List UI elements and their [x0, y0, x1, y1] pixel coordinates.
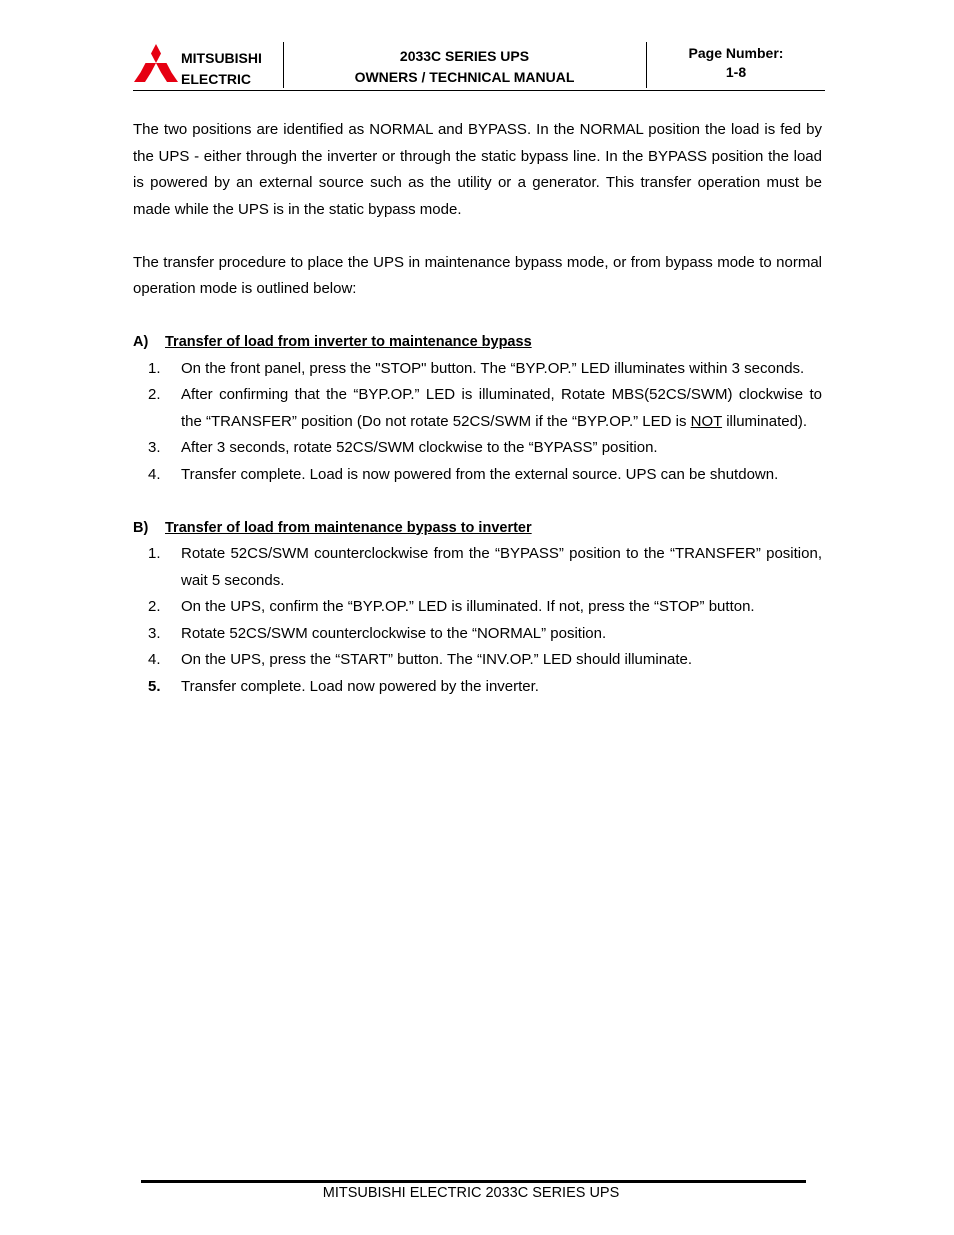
step-text: On the front panel, press the "STOP" button. The “BYP.OP.” LED illuminates within 3 seconds. [181, 359, 805, 377]
footer-text: MITSUBISHI ELECTRIC 2033C SERIES UPS [322, 1185, 620, 1201]
intro-paragraph-1: The two positions are identified as NORMAL and BYPASS. In the NORMAL position the load is fed by the UPS - either through the inverter or through the static bypass line. In the BYPASS position the load is powered by an external source such as the utility or a generator. This transfer operation must be made while the UPS is in the static bypass mode. [133, 121, 822, 218]
step-number: 3. [148, 624, 161, 642]
page-number-label: Page Number: [688, 45, 784, 61]
title-line-1: 2033C SERIES UPS [399, 48, 530, 64]
step-text: Rotate 52CS/SWM counterclockwise to the “NORMAL” position. [181, 624, 607, 642]
page-number: 1-8 [725, 64, 747, 80]
step-text: Transfer complete. Load is now powered from the external source. UPS can be shutdown. [181, 465, 779, 483]
brand-line-2: ELECTRIC [181, 71, 251, 87]
section-b-letter: B) [133, 519, 149, 536]
step-number: 5. [148, 677, 161, 695]
section-a-letter: A) [133, 334, 149, 350]
step-text: Transfer complete. Load now powered by the inverter. [181, 677, 539, 695]
step-text-end: illuminated). [722, 412, 808, 430]
brand-name [181, 48, 262, 90]
intro-paragraph-2: The transfer procedure to place the UPS in maintenance bypass mode, or from bypass mode to normal operation mode is outlined below: [133, 253, 822, 297]
logo-block [133, 42, 284, 88]
list-item [133, 382, 822, 435]
list-item [133, 435, 822, 462]
section-a-steps [133, 356, 822, 489]
page-header [133, 42, 825, 91]
section-b-title: Transfer of load from maintenance bypass to inverter [165, 519, 532, 536]
step-text: After 3 seconds, rotate 52CS/SWM clockwise to the “BYPASS” position. [181, 439, 658, 456]
list-item [133, 674, 822, 701]
step-number: 1. [148, 545, 161, 562]
step-number: 2. [148, 598, 161, 615]
list-item [133, 462, 822, 489]
list-item [133, 356, 822, 383]
mitsubishi-logo-icon [134, 44, 178, 82]
footer-divider [141, 1180, 806, 1183]
page-body [133, 117, 822, 700]
step-text: Rotate 52CS/SWM counterclockwise from the “BYPASS” position to the “TRANSFER” position, wait 5 seconds. [181, 545, 822, 589]
step-number: 1. [148, 359, 161, 377]
section-a-title: Transfer of load from inverter to maintenance bypass [165, 334, 532, 350]
list-item [133, 647, 822, 674]
title-line-2: OWNERS / TECHNICAL MANUAL [354, 69, 575, 85]
step-emphasis: NOT [690, 412, 723, 430]
document-title [283, 42, 647, 88]
list-item [133, 621, 822, 648]
brand-line-1: MITSUBISHI [181, 50, 262, 66]
section-b-heading [133, 515, 822, 542]
step-number: 2. [148, 386, 161, 403]
step-number: 4. [148, 651, 161, 668]
section-a-heading [133, 329, 822, 356]
step-text: On the UPS, press the “START” button. The “INV.OP.” LED should illuminate. [181, 651, 693, 668]
list-item [133, 594, 822, 621]
step-number: 4. [148, 465, 161, 483]
list-item [133, 541, 822, 594]
step-text: On the UPS, confirm the “BYP.OP.” LED is illuminated. If not, press the “STOP” button. [181, 598, 755, 615]
step-number: 3. [148, 439, 161, 456]
step-text: After confirming that the “BYP.OP.” LED is illuminated, Rotate MBS(52CS/SWM) clockwise to the “TRANSFER” position (Do not rotate 52CS/SWM if the “BYP.OP.” LED is [181, 386, 822, 430]
section-b-steps [133, 541, 822, 700]
page-number-block [647, 42, 825, 88]
